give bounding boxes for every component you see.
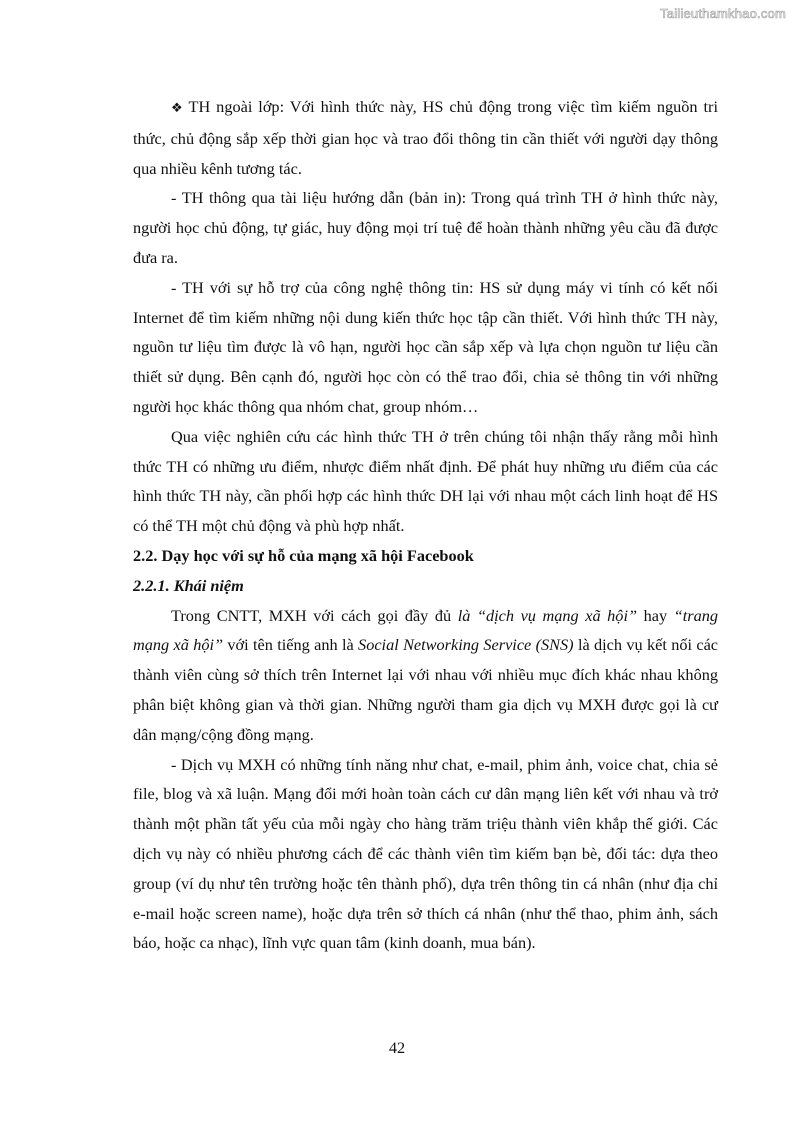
paragraph-th-tai-lieu: - TH thông qua tài liệu hướng dẫn (bản in): Trong quá trình TH ở hình thức này, người học chủ động, tự giác, huy động mọi trí tuệ để hoàn thành những yêu cầu đã được đưa ra. bbox=[133, 188, 718, 267]
italic-run: “trang mạng xã hội” bbox=[133, 605, 718, 655]
page-body bbox=[133, 92, 718, 958]
diamond-bullet-icon: ❖ bbox=[171, 101, 185, 116]
paragraph-th-ngoai-lop bbox=[133, 92, 718, 183]
watermark: Tailieuthamkhao.com bbox=[660, 6, 786, 21]
text-run: với tên tiếng anh là bbox=[223, 635, 359, 655]
paragraph-summary: Qua việc nghiên cứu các hình thức TH ở trên chúng tôi nhận thấy rằng mỗi hình thức TH có những ưu điểm, nhược điểm nhất định. Để phát huy những ưu điểm của các hình thức TH này, cần phối hợp các hình thức DH lại với nhau một cách linh hoạt để HS có thể TH một chủ động và phù hợp nhất. bbox=[133, 426, 718, 536]
paragraph-features: - Dịch vụ MXH có những tính năng như chat, e-mail, phim ảnh, voice chat, chia sẻ file, blog và xã luận. Mạng đổi mới hoàn toàn cách cư dân mạng liên kết với nhau và trở thành một phần tất yếu của mỗi ngày cho hàng trăm triệu thành viên khắp thế giới. Các dịch vụ này có nhiều phương cách để các thành viên tìm kiếm bạn bè, đối tác: dựa theo group (ví dụ như tên trường hoặc tên thành phố), dựa trên thông tin cá nhân (như địa chỉ e-mail hoặc screen name), hoặc dựa trên sở thích cá nhân (như thể thao, phim ảnh, sách báo, hoặc ca nhạc), lĩnh vực quan tâm (kinh doanh, mua bán). bbox=[133, 754, 718, 953]
paragraph-th-cong-nghe: - TH với sự hỗ trợ của công nghệ thông tin: HS sử dụng máy vi tính có kết nối Internet để tìm kiếm những nội dung kiến thức học tập cần thiết. Với hình thức TH này, nguồn tư liệu tìm được là vô hạn, người học cần sắp xếp và lựa chọn nguồn tư liệu cần thiết sử dụng. Bên cạnh đó, người học còn có thể trao đổi, chia sẻ thông tin với những người học khác thông qua nhóm chat, group nhóm… bbox=[133, 277, 718, 416]
paragraph-definition bbox=[133, 601, 718, 750]
page-number: 42 bbox=[388, 1038, 406, 1057]
text-run: là dịch vụ kết nối các thành viên cùng sở thích trên Internet lại với nhau với nhiều mục đích khác nhau không phân biệt không gian và thời gian. Những người tham gia dịch vụ MXH được gọi là cư dân mạng/cộng đồng mạng. bbox=[133, 635, 719, 744]
paragraph-text: TH ngoài lớp: Với hình thức này, HS chủ động trong việc tìm kiếm nguồn tri thức, chủ động sắp xếp thời gian học và trao đổi thông tin cần thiết với người dạy thông qua nhiều kênh tương tác. bbox=[133, 97, 718, 178]
text-run: Trong CNTT, MXH với cách gọi đầy đủ bbox=[171, 605, 458, 625]
text-run: hay bbox=[637, 605, 674, 625]
italic-run: Social Networking Service (SNS) bbox=[358, 635, 574, 655]
subsection-heading: 2.2.1. Khái niệm bbox=[133, 575, 244, 595]
section-heading: 2.2. Dạy học với sự hỗ của mạng xã hội Facebook bbox=[133, 545, 474, 565]
italic-run: là “dịch vụ mạng xã hội” bbox=[457, 605, 638, 625]
